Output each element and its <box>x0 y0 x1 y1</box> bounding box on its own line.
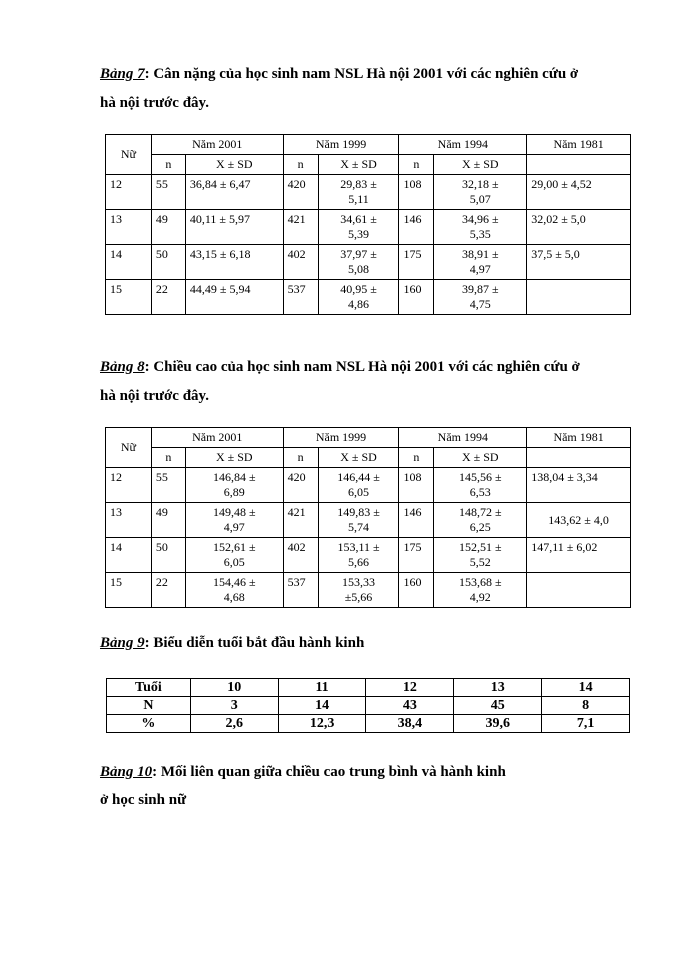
table10-caption-line2: ở học sinh nữ <box>100 792 187 808</box>
n-cell: 160 <box>399 280 434 315</box>
table8-empty-cell <box>527 448 631 468</box>
count-cell: 14 <box>278 697 366 715</box>
value-cell <box>318 468 399 503</box>
table7-empty-cell <box>527 155 631 175</box>
table8-caption-line2: hà nội trước đây. <box>100 388 209 404</box>
age-cell: 15 <box>106 573 152 608</box>
value-line: 6,05 <box>348 485 370 499</box>
table7 <box>105 134 631 315</box>
table8-year-header: Năm 2001 <box>151 428 283 448</box>
value-line: 39,87 ± <box>462 282 499 296</box>
count-cell: 45 <box>454 697 542 715</box>
value-cell <box>185 468 283 503</box>
value-line: 34,61 ± <box>340 212 377 226</box>
n-cell: 175 <box>399 538 434 573</box>
value-line: 5,52 <box>469 555 491 569</box>
table-row <box>107 679 630 697</box>
value-line: 32,18 ± <box>462 177 499 191</box>
value-cell <box>527 280 631 315</box>
value-line: 5,39 <box>348 227 370 241</box>
value-line: 37,97 ± <box>340 247 377 261</box>
value-cell: 143,62 ± 4,0 <box>527 503 631 538</box>
age-cell: 11 <box>278 679 366 697</box>
table-row <box>106 573 631 608</box>
table-row <box>106 538 631 573</box>
table8-year-header: Năm 1999 <box>283 428 399 448</box>
n-cell: 50 <box>151 538 185 573</box>
table8-n-header: n <box>283 448 318 468</box>
n-cell: 537 <box>283 280 318 315</box>
value-cell: 43,15 ± 6,18 <box>185 245 283 280</box>
n-cell: 146 <box>399 503 434 538</box>
n-cell: 160 <box>399 573 434 608</box>
value-cell: 37,5 ± 5,0 <box>527 245 631 280</box>
table-row <box>106 280 631 315</box>
table7-caption-line2: hà nội trước đây. <box>100 95 209 111</box>
value-cell: 138,04 ± 3,34 <box>527 468 631 503</box>
n-cell: 421 <box>283 503 318 538</box>
value-cell: 44,49 ± 5,94 <box>185 280 283 315</box>
table8-n-header: n <box>151 448 185 468</box>
table8-x-header: X ± SD <box>318 448 399 468</box>
table-row <box>106 468 631 503</box>
table7-n-header: n <box>283 155 318 175</box>
n-cell: 175 <box>399 245 434 280</box>
value-line: 149,83 ± <box>337 505 380 519</box>
age-cell: 12 <box>366 679 454 697</box>
table7-n-header: n <box>399 155 434 175</box>
age-cell: 13 <box>106 503 152 538</box>
value-cell <box>434 210 527 245</box>
value-line: 4,68 <box>223 590 245 604</box>
n-cell: 402 <box>283 538 318 573</box>
value-cell <box>318 538 399 573</box>
value-line: 4,97 <box>223 520 245 534</box>
row-label: % <box>107 715 191 733</box>
table8 <box>105 427 631 608</box>
row-label: N <box>107 697 191 715</box>
table7-title: : Cân nặng của học sinh nam NSL Hà nội 2001 với các nghiên cứu ở <box>144 66 579 82</box>
percent-cell: 39,6 <box>454 715 542 733</box>
n-cell: 50 <box>151 245 185 280</box>
value-line: 5,07 <box>469 192 491 206</box>
table7-x-header: X ± SD <box>318 155 399 175</box>
value-cell <box>185 538 283 573</box>
value-line: 5,74 <box>348 520 370 534</box>
count-cell: 8 <box>542 697 630 715</box>
value-cell <box>434 538 527 573</box>
value-cell: 40,11 ± 5,97 <box>185 210 283 245</box>
table-row <box>106 503 631 538</box>
value-line: 6,53 <box>469 485 491 499</box>
value-cell <box>527 573 631 608</box>
value-cell: 29,00 ± 4,52 <box>527 175 631 210</box>
count-cell: 3 <box>190 697 278 715</box>
table-row <box>106 210 631 245</box>
value-line: 4,97 <box>469 262 491 276</box>
age-cell: 10 <box>190 679 278 697</box>
value-cell <box>318 175 399 210</box>
table10-label: Bảng 10 <box>100 764 153 780</box>
percent-cell: 2,6 <box>190 715 278 733</box>
table8-year-header: Năm 1994 <box>399 428 527 448</box>
percent-cell: 7,1 <box>542 715 630 733</box>
value-cell <box>185 573 283 608</box>
value-line: 29,83 ± <box>340 177 377 191</box>
n-cell: 537 <box>283 573 318 608</box>
table7-year-header: Năm 1994 <box>399 135 527 155</box>
value-cell: 36,84 ± 6,47 <box>185 175 283 210</box>
value-line: 148,72 ± <box>459 505 502 519</box>
n-cell: 22 <box>151 573 185 608</box>
table7-caption <box>100 64 578 84</box>
table10-caption <box>100 762 506 782</box>
table8-title: : Chiều cao của học sinh nam NSL Hà nội 2001 với các nghiên cứu ở <box>144 359 580 375</box>
age-cell: 14 <box>106 245 152 280</box>
table9-caption <box>100 633 364 653</box>
value-line: 6,89 <box>223 485 245 499</box>
value-line: 145,56 ± <box>459 470 502 484</box>
value-line: 153,68 ± <box>459 575 502 589</box>
value-cell <box>318 280 399 315</box>
value-cell <box>318 210 399 245</box>
age-cell: 13 <box>106 210 152 245</box>
age-cell: 14 <box>542 679 630 697</box>
value-cell: 32,02 ± 5,0 <box>527 210 631 245</box>
percent-cell: 38,4 <box>366 715 454 733</box>
value-cell <box>434 280 527 315</box>
table8-label: Bảng 8 <box>100 359 145 375</box>
value-cell <box>434 245 527 280</box>
table7-year-header: Năm 1999 <box>283 135 399 155</box>
table8-n-header: n <box>399 448 434 468</box>
value-line: 40,95 ± <box>340 282 377 296</box>
n-cell: 22 <box>151 280 185 315</box>
value-cell <box>185 503 283 538</box>
table7-corner-header: Nữ <box>106 135 152 175</box>
value-line: 154,46 ± <box>212 575 256 589</box>
table-row <box>107 715 630 733</box>
value-line: 152,61 ± <box>212 540 256 554</box>
n-cell: 49 <box>151 210 185 245</box>
age-cell: 13 <box>454 679 542 697</box>
n-cell: 146 <box>399 210 434 245</box>
table9-label: Bảng 9 <box>100 635 145 651</box>
table8-year-header: Năm 1981 <box>527 428 631 448</box>
n-cell: 108 <box>399 468 434 503</box>
value-line: 153,11 ± <box>337 540 380 554</box>
age-cell: 14 <box>106 538 152 573</box>
value-cell <box>434 175 527 210</box>
table8-corner-header: Nữ <box>106 428 152 468</box>
table-row <box>106 245 631 280</box>
table8-x-header: X ± SD <box>434 448 527 468</box>
count-cell: 43 <box>366 697 454 715</box>
value-cell <box>434 503 527 538</box>
age-cell: 15 <box>106 280 152 315</box>
value-line: 149,48 ± <box>212 505 256 519</box>
table7-x-header: X ± SD <box>434 155 527 175</box>
value-cell <box>434 573 527 608</box>
table9 <box>106 678 630 733</box>
n-cell: 49 <box>151 503 185 538</box>
table7-x-header: X ± SD <box>185 155 283 175</box>
value-line: 34,96 ± <box>462 212 499 226</box>
value-line: 6,25 <box>469 520 491 534</box>
value-cell <box>434 468 527 503</box>
value-line: 146,44 ± <box>337 470 380 484</box>
value-cell: 147,11 ± 6,02 <box>527 538 631 573</box>
value-line: 146,84 ± <box>212 470 256 484</box>
table-row <box>106 175 631 210</box>
value-line: 38,91 ± <box>462 247 499 261</box>
value-line: 5,11 <box>348 192 369 206</box>
value-line: 4,92 <box>469 590 491 604</box>
table7-year-header: Năm 1981 <box>527 135 631 155</box>
table10-title: : Mối liên quan giữa chiều cao trung bình và hành kinh <box>152 764 506 780</box>
n-cell: 55 <box>151 175 185 210</box>
n-cell: 420 <box>283 468 318 503</box>
value-line: 153,33 <box>342 575 376 589</box>
age-cell: 12 <box>106 175 152 210</box>
value-cell <box>318 245 399 280</box>
value-cell <box>318 573 399 608</box>
table-row <box>107 697 630 715</box>
table8-x-header: X ± SD <box>185 448 283 468</box>
table9-title: : Biểu diễn tuổi bắt đầu hành kinh <box>144 635 365 651</box>
value-line: ±5,66 <box>344 590 373 604</box>
value-line: 6,05 <box>223 555 245 569</box>
value-line: 5,08 <box>348 262 370 276</box>
table7-year-header: Năm 2001 <box>151 135 283 155</box>
n-cell: 420 <box>283 175 318 210</box>
value-line: 5,35 <box>469 227 491 241</box>
n-cell: 55 <box>151 468 185 503</box>
value-line: 5,66 <box>348 555 370 569</box>
row-label: Tuổi <box>107 679 191 697</box>
percent-cell: 12,3 <box>278 715 366 733</box>
table8-caption <box>100 357 580 377</box>
value-line: 152,51 ± <box>459 540 502 554</box>
n-cell: 421 <box>283 210 318 245</box>
age-cell: 12 <box>106 468 152 503</box>
n-cell: 108 <box>399 175 434 210</box>
table7-label: Bảng 7 <box>100 66 145 82</box>
value-cell <box>318 503 399 538</box>
value-line: 4,75 <box>469 297 491 311</box>
table7-n-header: n <box>151 155 185 175</box>
value-line: 4,86 <box>348 297 370 311</box>
n-cell: 402 <box>283 245 318 280</box>
